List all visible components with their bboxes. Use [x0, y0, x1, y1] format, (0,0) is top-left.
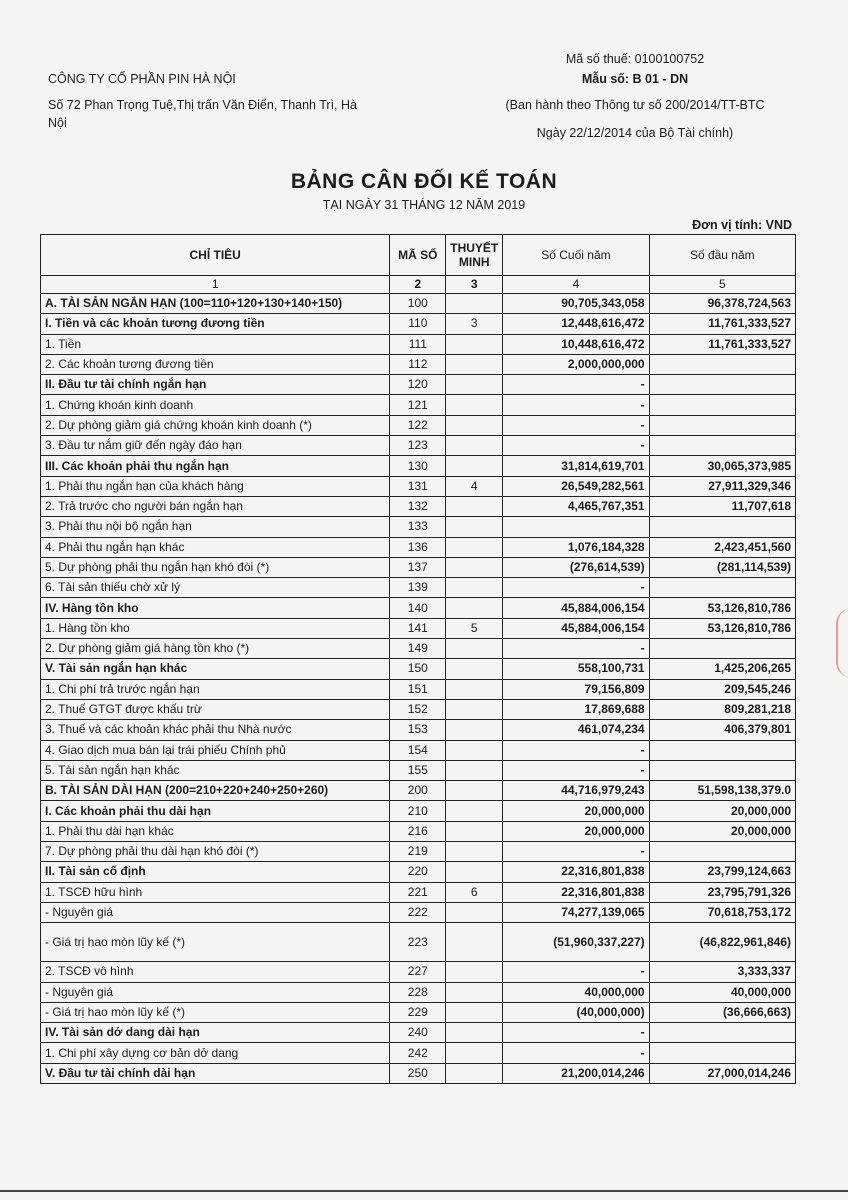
table-row [41, 354, 796, 374]
row-start-value: 23,799,124,663 [649, 862, 795, 882]
row-label: - Giá trị hao mòn lũy kế (*) [41, 1002, 390, 1022]
row-code: 216 [390, 821, 446, 841]
row-label: 2. Thuế GTGT được khấu trừ [41, 699, 390, 719]
table-row [41, 294, 796, 314]
row-end-value: - [503, 639, 649, 659]
row-start-value: 3,333,337 [649, 962, 795, 982]
row-note: 4 [446, 476, 503, 496]
row-start-value: 51,598,138,379.0 [649, 781, 795, 801]
row-label: IV. Hàng tồn kho [41, 598, 390, 618]
row-end-value: 45,884,006,154 [503, 618, 649, 638]
row-start-value: 20,000,000 [649, 801, 795, 821]
row-start-value [649, 354, 795, 374]
row-note [446, 415, 503, 435]
col-header-code: MÃ SỐ [390, 235, 446, 276]
table-row [41, 882, 796, 902]
row-start-value [649, 740, 795, 760]
row-label: 3. Phải thu nội bộ ngắn hạn [41, 517, 390, 537]
row-end-value: 21,200,014,246 [503, 1063, 649, 1083]
table-row [41, 962, 796, 982]
table-row [41, 436, 796, 456]
row-note [446, 862, 503, 882]
row-note: 3 [446, 314, 503, 334]
row-end-value: 558,100,731 [503, 659, 649, 679]
row-note [446, 517, 503, 537]
row-label: V. Tài sản ngắn hạn khác [41, 659, 390, 679]
row-label: 1. TSCĐ hữu hình [41, 882, 390, 902]
row-label: III. Các khoản phải thu ngắn hạn [41, 456, 390, 476]
row-end-value: 74,277,139,065 [503, 902, 649, 922]
company-address: Số 72 Phan Trọng Tuệ,Thị trấn Văn Điển, Thanh Trì, Hà Nội [48, 98, 357, 130]
table-row [41, 476, 796, 496]
row-label: 6. Tài sản thiếu chờ xử lý [41, 578, 390, 598]
col-number: 2 [390, 276, 446, 294]
row-code: 133 [390, 517, 446, 537]
row-start-value: 11,761,333,527 [649, 334, 795, 354]
row-note [446, 436, 503, 456]
row-label: 1. Chi phí trả trước ngắn hạn [41, 679, 390, 699]
row-code: 228 [390, 982, 446, 1002]
row-note [446, 679, 503, 699]
row-code: 220 [390, 862, 446, 882]
row-end-value: - [503, 375, 649, 395]
row-note: 5 [446, 618, 503, 638]
row-code: 250 [390, 1063, 446, 1083]
row-start-value: 1,425,206,265 [649, 659, 795, 679]
row-start-value: 70,618,753,172 [649, 902, 795, 922]
row-code: 120 [390, 375, 446, 395]
table-row [41, 659, 796, 679]
row-label: 4. Phải thu ngắn hạn khác [41, 537, 390, 557]
row-label: II. Đầu tư tài chính ngắn hạn [41, 375, 390, 395]
red-stamp-edge [836, 608, 848, 678]
row-start-value: 27,000,014,246 [649, 1063, 795, 1083]
row-start-value: 809,281,218 [649, 699, 795, 719]
document-title: BẢNG CÂN ĐỐI KẾ TOÁN [290, 170, 558, 193]
row-label: 3. Đầu tư nắm giữ đến ngày đáo hạn [41, 436, 390, 456]
row-code: 140 [390, 598, 446, 618]
row-end-value: 2,000,000,000 [503, 354, 649, 374]
table-row [41, 456, 796, 476]
row-code: 110 [390, 314, 446, 334]
row-note [446, 578, 503, 598]
row-label: - Giá trị hao mòn lũy kế (*) [41, 923, 390, 962]
row-code: 219 [390, 842, 446, 862]
row-start-value [649, 1043, 795, 1063]
row-end-value: - [503, 436, 649, 456]
row-label: 3. Thuế và các khoản khác phải thu Nhà nước [41, 720, 390, 740]
row-code: 153 [390, 720, 446, 740]
row-note [446, 720, 503, 740]
row-note [446, 781, 503, 801]
row-code: 139 [390, 578, 446, 598]
row-start-value: (281,114,539) [649, 557, 795, 577]
row-start-value: 23,795,791,326 [649, 882, 795, 902]
table-row [41, 334, 796, 354]
row-code: 130 [390, 456, 446, 476]
row-label: 1. Hàng tồn kho [41, 618, 390, 638]
table-row [41, 1002, 796, 1022]
table-row [41, 395, 796, 415]
row-start-value [649, 375, 795, 395]
table-row [41, 781, 796, 801]
table-row [41, 578, 796, 598]
row-end-value: 10,448,616,472 [503, 334, 649, 354]
row-label: 1. Chứng khoán kinh doanh [41, 395, 390, 415]
form-number: Mẫu số: B 01 - DN [581, 72, 689, 86]
row-label: B. TÀI SẢN DÀI HẠN (200=210+220+240+250+260) [41, 781, 390, 801]
row-label: - Nguyên giá [41, 982, 390, 1002]
row-start-value: 11,707,618 [649, 496, 795, 516]
row-label: 2. Trả trước cho người bán ngắn hạn [41, 496, 390, 516]
row-end-value: (276,614,539) [503, 557, 649, 577]
row-end-value: - [503, 578, 649, 598]
table-row [41, 1023, 796, 1043]
row-note [446, 699, 503, 719]
row-label: - Nguyên giá [41, 902, 390, 922]
row-end-value: 79,156,809 [503, 679, 649, 699]
row-note [446, 598, 503, 618]
row-note [446, 496, 503, 516]
table-row [41, 821, 796, 841]
row-end-value: 26,549,282,561 [503, 476, 649, 496]
row-end-value: 4,465,767,351 [503, 496, 649, 516]
row-label: 1. Phải thu ngắn hạn của khách hàng [41, 476, 390, 496]
row-code: 223 [390, 923, 446, 962]
table-row [41, 496, 796, 516]
row-code: 222 [390, 902, 446, 922]
row-note: 6 [446, 882, 503, 902]
row-code: 112 [390, 354, 446, 374]
row-code: 155 [390, 760, 446, 780]
document-subtitle: TẠI NGÀY 31 THÁNG 12 NĂM 2019 [322, 198, 526, 212]
row-start-value [649, 517, 795, 537]
row-end-value: (40,000,000) [503, 1002, 649, 1022]
row-note [446, 982, 503, 1002]
row-label: I. Các khoản phải thu dài hạn [41, 801, 390, 821]
row-end-value: 1,076,184,328 [503, 537, 649, 557]
row-code: 221 [390, 882, 446, 902]
table-row [41, 982, 796, 1002]
row-note [446, 537, 503, 557]
row-code: 111 [390, 334, 446, 354]
row-note [446, 842, 503, 862]
table-row [41, 801, 796, 821]
row-note [446, 962, 503, 982]
row-start-value: 209,545,246 [649, 679, 795, 699]
row-note [446, 760, 503, 780]
row-end-value: - [503, 1043, 649, 1063]
col-header-end: Số Cuối năm [503, 235, 649, 276]
row-code: 136 [390, 537, 446, 557]
row-code: 150 [390, 659, 446, 679]
col-number: 5 [649, 276, 795, 294]
row-end-value: - [503, 962, 649, 982]
table-row [41, 415, 796, 435]
row-end-value: - [503, 740, 649, 760]
row-end-value [503, 517, 649, 537]
row-start-value [649, 578, 795, 598]
row-end-value: 461,074,234 [503, 720, 649, 740]
table-row [41, 740, 796, 760]
row-note [446, 902, 503, 922]
row-label: 1. Chi phí xây dựng cơ bản dở dang [41, 1043, 390, 1063]
row-note [446, 740, 503, 760]
row-end-value: 17,869,688 [503, 699, 649, 719]
row-end-value: 20,000,000 [503, 801, 649, 821]
row-note [446, 821, 503, 841]
row-note [446, 659, 503, 679]
row-start-value: 53,126,810,786 [649, 598, 795, 618]
row-end-value: 31,814,619,701 [503, 456, 649, 476]
row-code: 227 [390, 962, 446, 982]
col-header-note: THUYẾT MINH [446, 235, 503, 276]
row-start-value: 11,761,333,527 [649, 314, 795, 334]
table-row [41, 557, 796, 577]
table-row [41, 314, 796, 334]
row-label: 1. Tiền [41, 334, 390, 354]
company-name: CÔNG TY CỔ PHẦN PIN HÀ NỘI [48, 72, 236, 86]
issued-by: (Ban hành theo Thông tư số 200/2014/TT-BTC [505, 98, 765, 112]
row-note [446, 1043, 503, 1063]
row-start-value [649, 639, 795, 659]
row-label: V. Đầu tư tài chính dài hạn [41, 1063, 390, 1083]
row-end-value: 40,000,000 [503, 982, 649, 1002]
row-label: A. TÀI SẢN NGẮN HẠN (100=110+120+130+140+150) [41, 294, 390, 314]
row-end-value: - [503, 1023, 649, 1043]
table-row [41, 902, 796, 922]
column-number-row [41, 276, 796, 294]
table-row [41, 618, 796, 638]
table-row [41, 842, 796, 862]
row-start-value: 2,423,451,560 [649, 537, 795, 557]
row-code: 210 [390, 801, 446, 821]
row-start-value [649, 436, 795, 456]
row-end-value: 22,316,801,838 [503, 882, 649, 902]
row-code: 200 [390, 781, 446, 801]
row-code: 100 [390, 294, 446, 314]
row-label: 7. Dự phòng phải thu dài hạn khó đòi (*) [41, 842, 390, 862]
row-note [446, 923, 503, 962]
row-note [446, 456, 503, 476]
row-end-value: 44,716,979,243 [503, 781, 649, 801]
row-note [446, 395, 503, 415]
row-note [446, 375, 503, 395]
row-label: 2. Các khoản tương đương tiền [41, 354, 390, 374]
company-info [48, 70, 378, 132]
row-start-value [649, 760, 795, 780]
row-start-value: 30,065,373,985 [649, 456, 795, 476]
row-code: 131 [390, 476, 446, 496]
row-note [446, 1023, 503, 1043]
row-label: 1. Phải thu dài hạn khác [41, 821, 390, 841]
row-label: IV. Tài sản dở dang dài hạn [41, 1023, 390, 1043]
col-number: 4 [503, 276, 649, 294]
row-code: 123 [390, 436, 446, 456]
row-note [446, 294, 503, 314]
row-code: 132 [390, 496, 446, 516]
row-start-value [649, 415, 795, 435]
row-code: 122 [390, 415, 446, 435]
table-row [41, 375, 796, 395]
row-code: 137 [390, 557, 446, 577]
col-number: 1 [41, 276, 390, 294]
row-code: 149 [390, 639, 446, 659]
currency-unit: Đơn vị tính: VND [692, 218, 792, 232]
balance-sheet-table [40, 234, 796, 1084]
row-start-value [649, 395, 795, 415]
table-row [41, 1043, 796, 1063]
table-row [41, 517, 796, 537]
table-row [41, 862, 796, 882]
form-info [470, 52, 800, 146]
row-end-value: - [503, 842, 649, 862]
row-label: I. Tiền và các khoản tương đương tiền [41, 314, 390, 334]
row-code: 141 [390, 618, 446, 638]
row-end-value: 45,884,006,154 [503, 598, 649, 618]
row-start-value: (46,822,961,846) [649, 923, 795, 962]
col-header-start: Số đầu năm [649, 235, 795, 276]
row-end-value: 20,000,000 [503, 821, 649, 841]
row-end-value: - [503, 760, 649, 780]
row-code: 152 [390, 699, 446, 719]
row-note [446, 1063, 503, 1083]
row-code: 242 [390, 1043, 446, 1063]
row-note [446, 334, 503, 354]
row-label: 2. Dự phòng giảm giá hàng tồn kho (*) [41, 639, 390, 659]
tax-code: Mã số thuế: 0100100752 [565, 52, 705, 66]
table-row [41, 679, 796, 699]
row-start-value: 53,126,810,786 [649, 618, 795, 638]
row-code: 240 [390, 1023, 446, 1043]
col-header-name: CHỈ TIÊU [41, 235, 390, 276]
table-body [41, 294, 796, 1084]
row-label: 2. Dự phòng giảm giá chứng khoán kinh doanh (*) [41, 415, 390, 435]
row-note [446, 557, 503, 577]
row-start-value: 40,000,000 [649, 982, 795, 1002]
row-label: II. Tài sản cố định [41, 862, 390, 882]
row-end-value: 22,316,801,838 [503, 862, 649, 882]
row-label: 5. Dự phòng phải thu ngắn hạn khó đòi (*) [41, 557, 390, 577]
table-row [41, 923, 796, 962]
issued-date: Ngày 22/12/2014 của Bộ Tài chính) [536, 126, 734, 140]
row-code: 229 [390, 1002, 446, 1022]
table-row [41, 1063, 796, 1083]
row-start-value: 20,000,000 [649, 821, 795, 841]
row-start-value: 96,378,724,563 [649, 294, 795, 314]
table-row [41, 598, 796, 618]
row-label: 2. TSCĐ vô hình [41, 962, 390, 982]
row-note [446, 354, 503, 374]
row-note [446, 1002, 503, 1022]
row-code: 151 [390, 679, 446, 699]
row-start-value: 406,379,801 [649, 720, 795, 740]
row-end-value: - [503, 395, 649, 415]
row-end-value: - [503, 415, 649, 435]
row-start-value: (36,666,663) [649, 1002, 795, 1022]
row-code: 121 [390, 395, 446, 415]
table-row [41, 639, 796, 659]
row-start-value: 27,911,329,346 [649, 476, 795, 496]
row-label: 5. Tài sản ngắn hạn khác [41, 760, 390, 780]
row-end-value: (51,960,337,227) [503, 923, 649, 962]
col-number: 3 [446, 276, 503, 294]
row-start-value [649, 842, 795, 862]
page-bottom-edge [0, 1190, 848, 1192]
table-row [41, 699, 796, 719]
row-label: 4. Giao dịch mua bán lại trái phiếu Chính phủ [41, 740, 390, 760]
row-end-value: 90,705,343,058 [503, 294, 649, 314]
row-note [446, 801, 503, 821]
row-note [446, 639, 503, 659]
table-row [41, 537, 796, 557]
row-end-value: 12,448,616,472 [503, 314, 649, 334]
table-row [41, 720, 796, 740]
row-start-value [649, 1023, 795, 1043]
table-row [41, 760, 796, 780]
table-header-row [41, 235, 796, 276]
row-code: 154 [390, 740, 446, 760]
